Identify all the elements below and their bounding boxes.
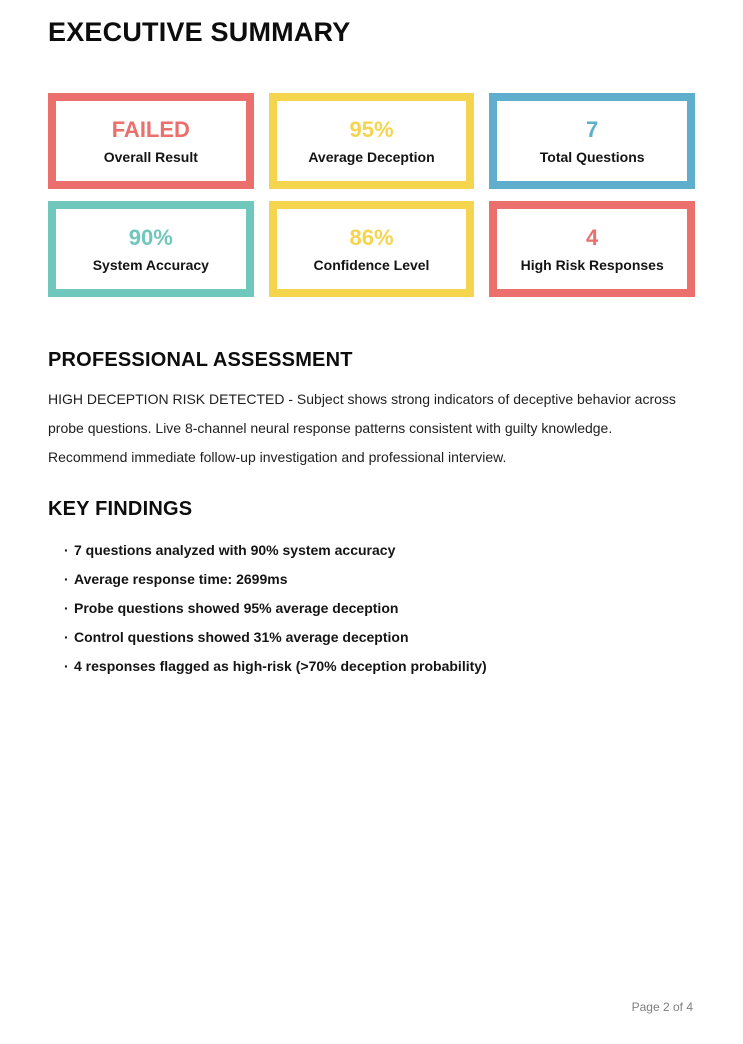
bullet-dot: · — [64, 571, 69, 587]
key-finding-text: Control questions showed 31% average deception — [74, 629, 409, 645]
key-finding-text: Average response time: 2699ms — [74, 571, 288, 587]
stat-card-overall-result — [48, 93, 254, 189]
bullet-dot: · — [64, 542, 69, 558]
stat-card-average-deception — [269, 93, 475, 189]
stat-card-system-accuracy — [48, 201, 254, 297]
stat-label: Total Questions — [539, 148, 645, 165]
stat-cards-grid — [48, 93, 695, 297]
page-title: EXECUTIVE SUMMARY — [48, 17, 351, 47]
bullet-dot: · — [64, 629, 69, 645]
stat-card-confidence-level — [269, 201, 475, 297]
professional-assessment-heading: PROFESSIONAL ASSESSMENT — [48, 349, 353, 371]
key-finding-item — [48, 623, 695, 652]
stat-value: 95% — [349, 116, 394, 142]
key-finding-text: 7 questions analyzed with 90% system accuracy — [74, 542, 396, 558]
stat-value: 90% — [128, 224, 173, 250]
stat-card-high-risk-responses — [489, 201, 695, 297]
page-number: Page 2 of 4 — [631, 1000, 693, 1014]
stat-value: 4 — [586, 224, 599, 250]
stat-label: Overall Result — [103, 148, 198, 165]
key-finding-text: 4 responses flagged as high-risk (>70% deception probability) — [74, 658, 487, 674]
key-finding-item — [48, 594, 695, 623]
stat-value: 7 — [586, 116, 599, 142]
stat-label: High Risk Responses — [520, 256, 664, 273]
stat-label: Average Deception — [308, 148, 435, 165]
key-finding-text: Probe questions showed 95% average deception — [74, 600, 399, 616]
stat-value: FAILED — [111, 116, 190, 142]
bullet-dot: · — [64, 658, 69, 674]
stat-label: System Accuracy — [92, 256, 209, 273]
key-finding-item — [48, 536, 695, 565]
key-findings-heading: KEY FINDINGS — [48, 498, 193, 520]
bullet-dot: · — [64, 600, 69, 616]
key-finding-item — [48, 652, 695, 681]
key-finding-item — [48, 565, 695, 594]
stat-card-total-questions — [489, 93, 695, 189]
stat-label: Confidence Level — [313, 256, 430, 273]
professional-assessment-body: HIGH DECEPTION RISK DETECTED - Subject shows strong indicators of deceptive behavior across probe questions. Live 8-channel neural response patterns consistent with guilty knowledge. Recommend immediate follow-up investigation and professional interview. — [48, 391, 676, 465]
key-findings-list — [48, 536, 695, 681]
stat-value: 86% — [349, 224, 394, 250]
